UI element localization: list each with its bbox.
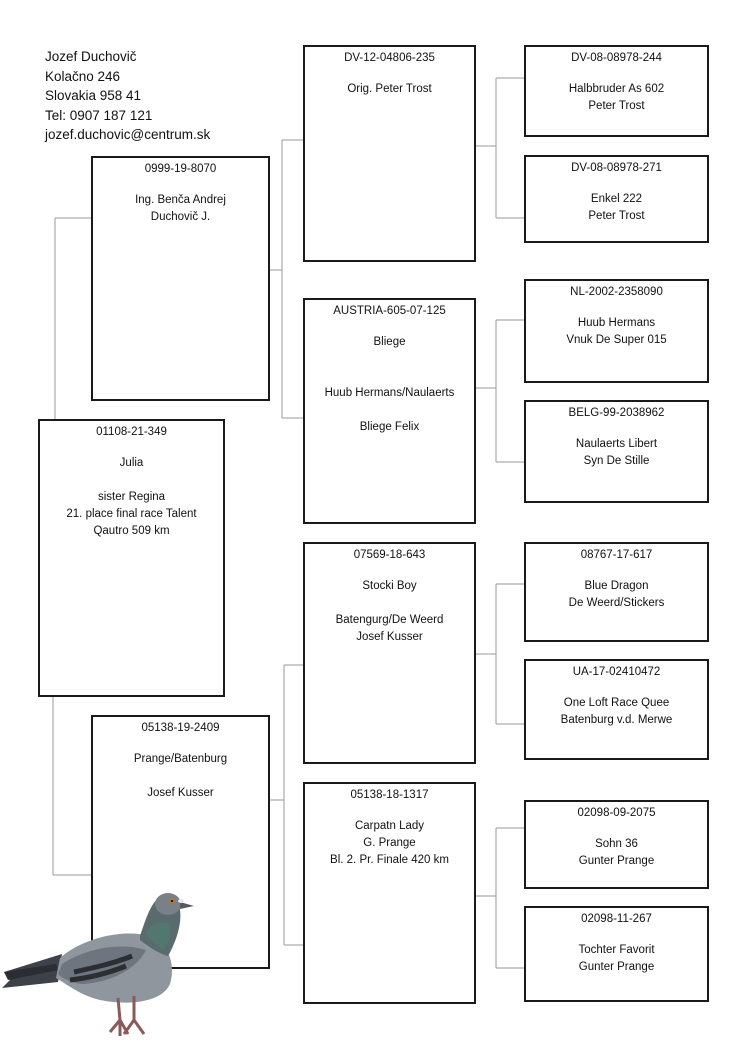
pigeon-detail: Josef Kusser [147,787,214,799]
pigeon-detail: Orig. Peter Trost [347,83,432,95]
ring-number: 05138-18-1317 [350,789,429,801]
pigeon-detail [305,368,474,385]
pigeon-detail: Peter Trost [588,100,645,112]
pigeon-detail: Naulaerts Libert [575,438,658,450]
great-grandparent-card-3 [524,279,709,383]
pigeon-detail: Qautro 509 km [93,525,170,537]
pigeon-detail: Gunter Prange [578,961,655,973]
pigeon-detail: Bl. 2. Pr. Finale 420 km [330,854,449,866]
great-grandparent-card-8 [524,906,709,1002]
owner-city: Slovakia 958 41 [45,88,142,103]
granddam-sire-card [303,298,476,524]
ring-number: BELG-99-2038962 [568,407,665,419]
pigeon-detail: 21. place final race Talent [66,508,197,520]
ring-number: NL-2002-2358090 [570,286,663,298]
ring-number: 02098-11-267 [581,913,652,925]
ring-number: DV-08-08978-244 [571,52,662,64]
pigeon-detail [93,768,268,785]
granddam-dam-card [303,782,476,1004]
great-grandparent-card-6 [524,659,709,760]
pigeon-detail: Gunter Prange [578,855,655,867]
pigeon-detail: Sohn 36 [595,838,638,850]
pigeon-name: Julia [119,457,144,469]
subject-card [38,419,225,697]
ring-number: 01108-21-349 [96,426,167,438]
pigeon-detail: Huub Hermans/Naulaerts [324,387,455,399]
pigeon-photo-icon [0,884,200,1044]
ring-number: UA-17-02410472 [572,666,661,678]
pigeon-detail: Batenburg v.d. Merwe [560,714,673,726]
pigeon-detail: Vnuk De Super 015 [566,334,667,346]
great-grandparent-card-1 [524,45,709,137]
pigeon-detail: Stocki Boy [362,580,417,592]
pigeon-detail: Syn De Stille [583,455,650,467]
ring-number: DV-12-04806-235 [344,52,435,64]
owner-street: Kolačno 246 [45,68,121,84]
pigeon-detail: One Loft Race Quee [563,697,670,709]
pigeon-detail: Peter Trost [588,210,645,222]
pigeon-detail [305,402,474,419]
pigeon-detail: sister Regina [97,491,166,503]
grandsire-dam-card [303,542,476,764]
owner-email: jozef.duchovic@centrum.sk [45,127,211,142]
great-grandparent-card-4 [524,400,709,503]
sire-card [91,156,270,401]
pigeon-detail: Tochter Favorit [578,944,655,956]
pigeon-detail: Huub Hermans [577,317,656,329]
pigeon-detail: De Weerd/Stickers [568,597,665,609]
pigeon-detail: Enkel 222 [590,193,643,205]
grandsire-sire-card [303,45,476,262]
pigeon-detail: Batengurg/De Weerd [335,614,444,626]
great-grandparent-card-2 [524,155,709,243]
pigeon-detail: G. Prange [363,837,416,849]
great-grandparent-card-5 [524,542,709,642]
ring-number: 07569-18-643 [353,549,426,561]
ring-number: 08767-17-617 [580,549,653,561]
pigeon-detail [305,595,474,612]
pigeon-detail: Halbbruder As 602 [568,83,665,95]
pigeon-detail [40,472,223,489]
pigeon-detail [305,351,474,368]
ring-number: 05138-19-2409 [141,722,220,734]
ring-number: 0999-19-8070 [144,163,217,175]
pigeon-detail: Blue Dragon [584,580,649,592]
ring-number: DV-08-08978-271 [571,162,662,174]
owner-phone: Tel: 0907 187 121 [45,107,153,123]
owner-info [45,47,210,145]
ring-number: 02098-09-2075 [577,807,656,819]
pigeon-detail: Carpatn Lady [354,820,425,832]
great-grandparent-card-7 [524,800,709,889]
pigeon-detail: Bliege Felix [359,421,420,433]
pigeon-detail: Duchovič J. [150,211,211,223]
pigeon-detail: Prange/Batenburg [133,753,228,765]
pigeon-detail: Bliege [373,336,406,348]
pigeon-detail: Josef Kusser [356,631,423,643]
ring-number: AUSTRIA-605-07-125 [333,305,446,317]
pigeon-detail: Ing. Benča Andrej [135,194,226,206]
owner-name: Jozef Duchovič [45,49,137,64]
